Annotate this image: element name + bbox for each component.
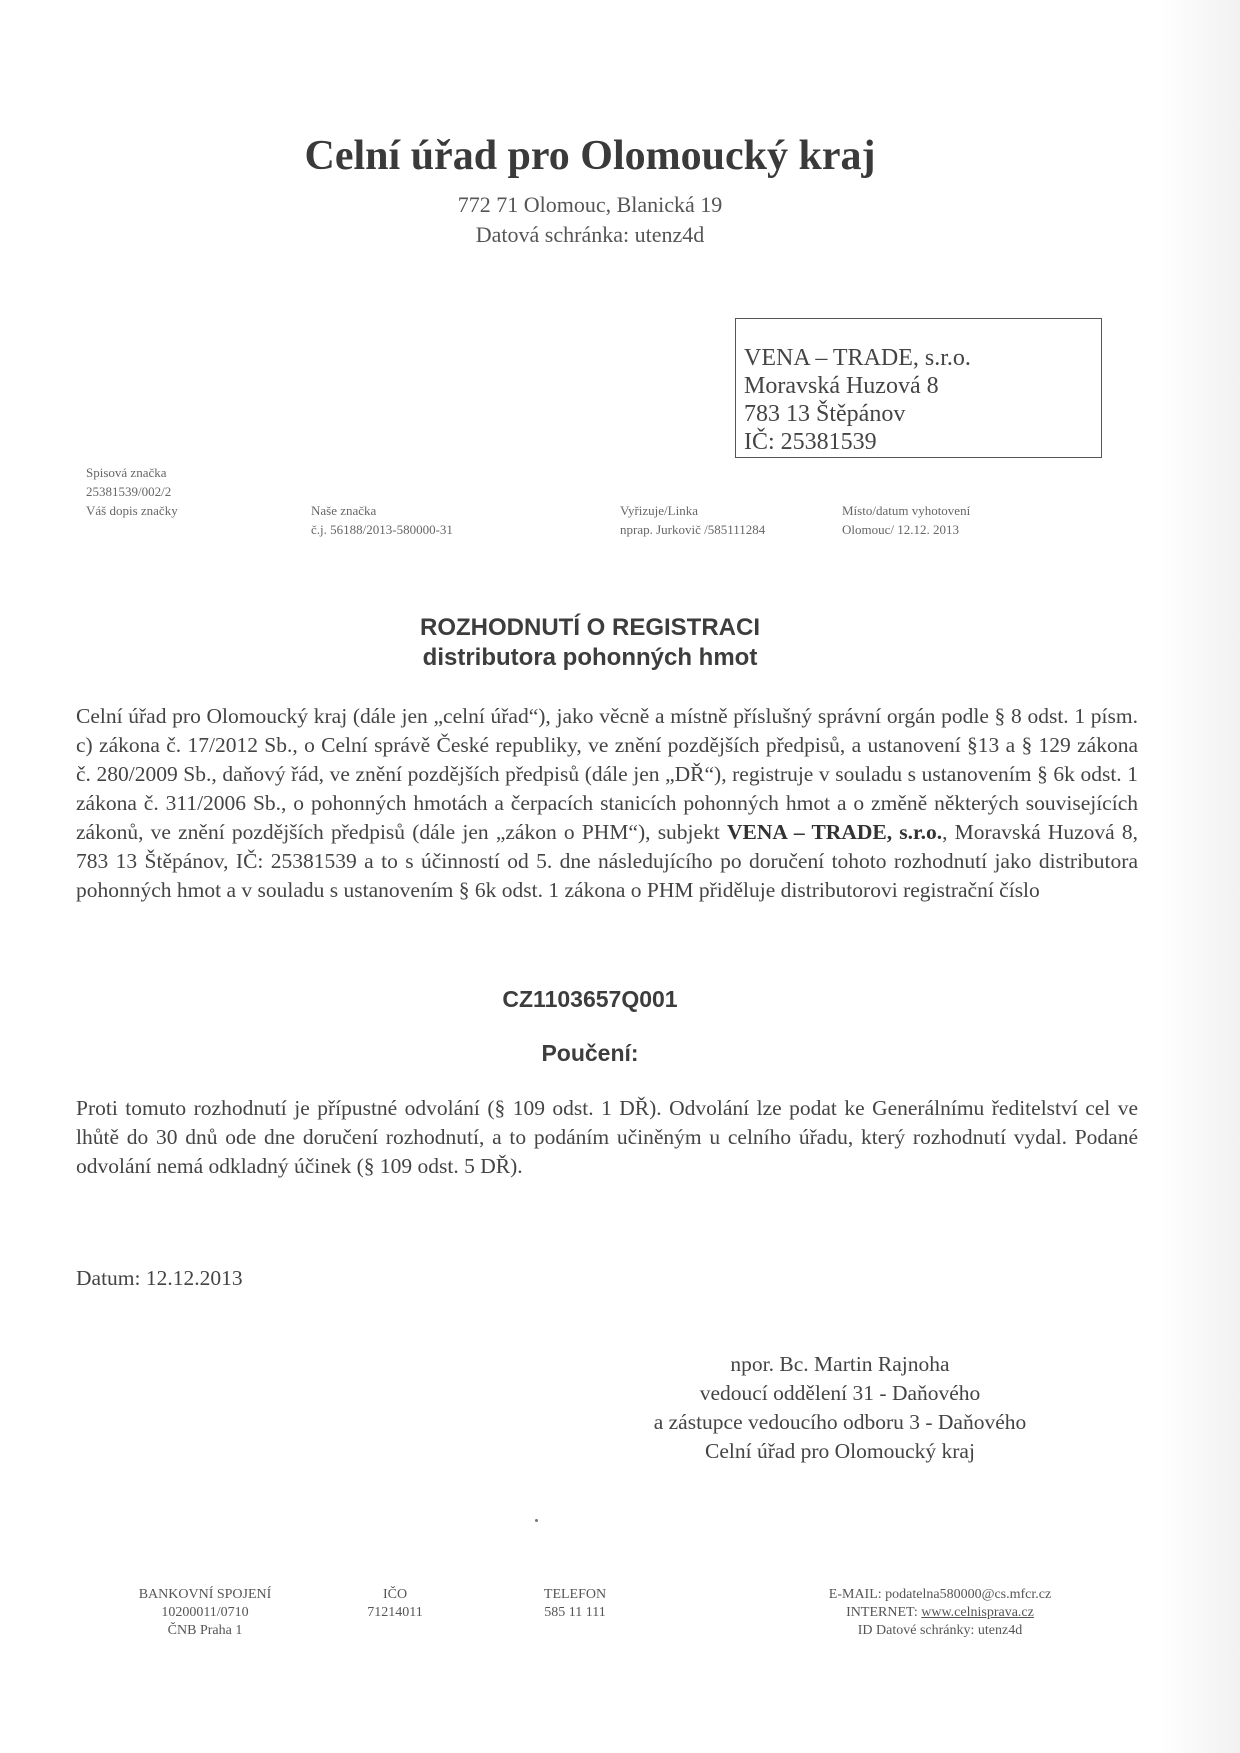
recipient-street: Moravská Huzová 8 (744, 373, 939, 399)
footer-internet (795, 1605, 1085, 1623)
office-address: 772 71 Olomouc, Blanická 19 (457, 192, 723, 217)
scan-speck (535, 1519, 538, 1522)
decision-text-part1: Celní úřad pro Olomoucký kraj (dále jen „celní úřad“), jako věcně a místně příslušný správní orgán podle § 8 odst. 1 písm. c) zákona č. 17/2012 Sb., o Celní správě České republiky, ve znění pozdějších předpisů, a ustanovení §13 a § 129 zákona č. 280/2009 Sb., daňový řád, ve znění pozdějších předpisů (dále jen „DŘ“), registruje v souladu s ustanovením § 6k odst. 1 zákona č. 311/2006 Sb., o pohonných hmotách a čerpacích stanicích pohonných hmot a o změně některých souvisejících zákonů, ve znění pozdějších předpisů (dále jen „zákon o PHM“), subjekt (76, 704, 1138, 844)
file-mark-label: Spisová značka (86, 465, 167, 480)
recipient-ic: IČ: 25381539 (744, 429, 877, 455)
place-date-value: Olomouc/ 12.12. 2013 (842, 522, 959, 537)
decision-title: ROZHODNUTÍ O REGISTRACI (420, 614, 760, 641)
our-ref-value: č.j. 56188/2013-580000-31 (311, 522, 453, 537)
office-data-box: Datová schránka: utenz4d (475, 222, 705, 247)
instruction-heading: Poučení: (541, 1040, 639, 1066)
footer-bank (110, 1587, 300, 1641)
footer-phone-label: TELEFON (543, 1587, 607, 1602)
signature-office: Celní úřad pro Olomoucký kraj (705, 1439, 975, 1463)
footer-ico (355, 1587, 435, 1623)
footer-ico-value: 71214011 (367, 1605, 423, 1620)
document-date: Datum: 12.12.2013 (76, 1266, 243, 1290)
signature-position: vedoucí oddělení 31 - Daňového (699, 1381, 981, 1405)
decision-subject: VENA – TRADE, s.r.o. (727, 820, 943, 844)
registration-number: CZ1103657Q001 (502, 986, 678, 1012)
signature-name: npor. Bc. Martin Rajnoha (730, 1352, 950, 1376)
decision-subtitle: distributora pohonných hmot (422, 644, 758, 671)
instruction-text: Proti tomuto rozhodnutí je přípustné odvolání (§ 109 odst. 1 DŘ). Odvolání lze podat ke Generálnímu ředitelství cel ve lhůtě do 30 dnů ode dne doručení rozhodnutí, a to podáním učiněným u celního úřadu, který rozhodnutí vydal. Podané odvolání nemá odkladný účinek (§ 109 odst. 5 DŘ). (76, 1096, 1138, 1178)
footer-internet-label: INTERNET: (846, 1605, 922, 1620)
decision-text (76, 702, 1138, 905)
recipient-name: VENA – TRADE, s.r.o. (744, 345, 971, 371)
footer-email: E-MAIL: podatelna580000@cs.mfcr.cz (828, 1587, 1052, 1602)
footer-internet-link[interactable]: www.celnisprava.cz (921, 1605, 1034, 1620)
signature-deputy: a zástupce vedoucího odboru 3 - Daňového (653, 1410, 1027, 1434)
file-mark-value: 25381539/002/2 (86, 484, 172, 499)
footer-bank-name: ČNB Praha 1 (167, 1623, 243, 1638)
recipient-city: 783 13 Štěpánov (744, 401, 906, 427)
footer-ico-label: IČO (382, 1587, 408, 1602)
footer-bank-account: 10200011/0710 (161, 1605, 249, 1620)
place-date-label: Místo/datum vyhotovení (842, 503, 971, 518)
handler-value: nprap. Jurkovič /585111284 (620, 522, 766, 537)
footer-phone (530, 1587, 620, 1623)
footer-databox: ID Datové schránky: utenz4d (857, 1623, 1023, 1638)
decision-text-part2: , Moravská Huzová 8, 783 13 Štěpánov, IČ: 25381539 a to s účinností od 5. dne následujícího po doručení tohoto rozhodnutí jako distributora pohonných hmot a v souladu s ustanovením § 6k odst. 1 zákona o PHM přiděluje distributorovi registrační číslo (76, 820, 1139, 902)
handler-label: Vyřizuje/Linka (620, 503, 698, 518)
office-title: Celní úřad pro Olomoucký kraj (304, 133, 876, 179)
footer-phone-value: 585 11 111 (544, 1605, 606, 1620)
our-ref-label: Naše značka (311, 503, 377, 518)
your-letter-label: Váš dopis značky (86, 503, 178, 518)
footer-contact (795, 1587, 1085, 1641)
footer-bank-label: BANKOVNÍ SPOJENÍ (138, 1587, 272, 1602)
recipient-address-box (735, 318, 1102, 458)
